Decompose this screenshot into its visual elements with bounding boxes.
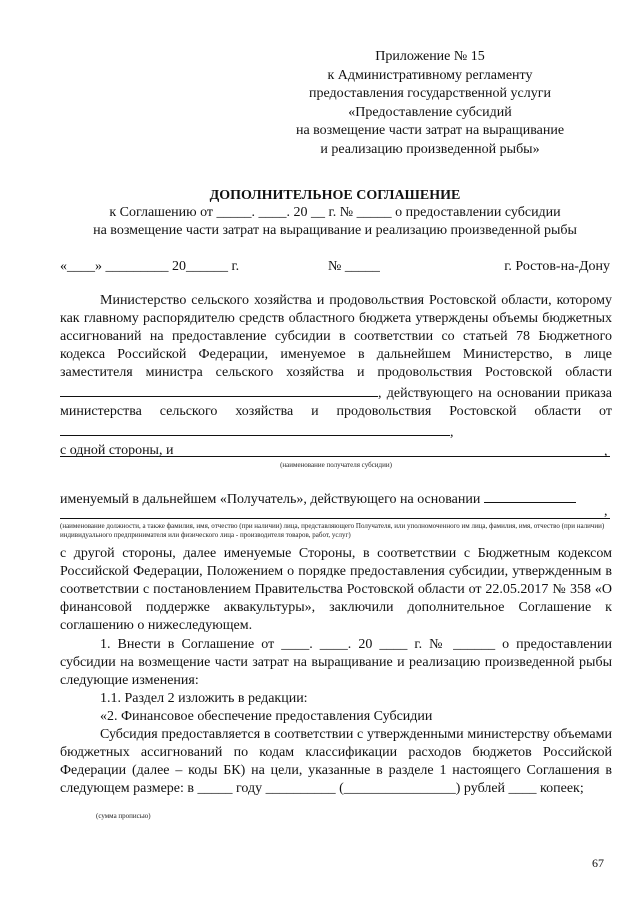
appendix-line: и реализацию произведенной рыбы» [320,141,540,157]
document-subtitle [60,204,610,240]
agreement-city: г. Ростов-на-Дону [504,259,610,274]
intro-acting-text: , действующего на основании приказа министерства сельского хозяйства и продовольствия Ростовской области от [60,386,612,419]
page-number: 67 [592,856,604,870]
agreement-date: «____» _________ 20______ г. [60,259,240,274]
order-date-blank [60,421,450,436]
appendix-line: «Предоставление субсидий [348,104,512,120]
first-party-text: с одной стороны, и [60,443,174,458]
document-page: Приложение № 15 к Административному регламенту предоставления государственной услуги «Предоставление субсидий на возмещение части затрат на выращивание и реализацию произведенной рыбы» ДОПОЛНИТЕЛЬНОЕ СОГЛАШЕНИЕ к Соглашению от _____. ____. 20 __ г. № _____ о предоставлении субсидии на возмещение части затрат на выращивание и реализацию произведенной рыбы «____» _________ 20______ г. № _____ г. Ростов-на-Дону Министерство сельского хозяйства и продовольствия Ростовской области, которому как главному распорядителю средств областного бюджета утверждены объемы бюджетных ассигнований на предоставление субсидии в соответствии со статьей 78 Бюджетного кодекса Российской Федерации, именуемое в дальнейшем Министерство, в лице заместителя министра сельского хозяйства и продовольствия Ростовской области , действующего на основании приказа министерства сельского хозяйства и продовольствия Ростовской области от , с одной стороны, и , (наименование получателя субсидии) именуемый в дальнейшем «Получатель», действующего на основании , (наименование должности, а также фамилия, имя, отчество (при наличии) лица, представляющего Получателя, или уполномоченного им лица, фамилия, имя, отчество (при наличии) индивидуального предпринимателя или физического лица - производителя товаров, работ, услуг) с другой стороны, далее именуемые Стороны, в соответствии с Бюджетным кодексом Российской Федерации, Положением о порядке предоставления субсидии, утвержденным в соответствии с постановлением Правительства Ростовской области от 22.05.2017 № 358 «О финансовой поддержке аквакультуры», заключили дополнительное Соглашение к соглашению о нижеследующем. 1. Внести в Соглашение от ____. ____. 20 ____ г. № ______ о предоставлении субсидии на возмещение части затрат на выращивание и реализацию произведенной рыбы следующие изменения: 1.1. Раздел 2 изложить в редакции: «2. Финансовое обеспечение предоставления Субсидии Субсидия предоставляется в соответствии с утвержденными министерству объемами бюджетных ассигнований по кодам классификации расходов бюджетов Российской Федерации (далее – коды БК) на цели, указанные в разделе 1 настоящего Соглашения в следующем размере: в _____ году __________ (________________) рублей ____ копеек; (сумма прописью) 67 [60,49,612,870]
recipient-details-line [60,518,610,519]
basis-blank [484,488,576,503]
section-2-text: Субсидия предоставляется в соответствии с утвержденными министерству объемами бюджетных ассигнований по кодам классификации расходов бюджетов Российской Федерации (далее – коды БК) на цели, указанные в разделе 1 настоящего Соглашения в следующем размере: в _____ году __________ (________________) рублей ____ копеек; [60,727,612,796]
intro-paragraph: Министерство сельского хозяйства и продовольствия Ростовской области, которому как главному распорядителю средств областного бюджета утверждены объемы бюджетных ассигнований на предоставление субсидии в соответствии со статьей 78 Бюджетного кодекса Российской Федерации, именуемое в дальнейшем Министерство, в лице заместителя министра сельского хозяйства и продовольствия Ростовской области , действующего на основании приказа министерства сельского хозяйства и продовольствия Ростовской области от , с одной стороны, и [60,293,612,458]
appendix-line: к Административному регламенту [327,67,533,83]
appendix-header [280,48,580,159]
recipient-details-note: (наименование должности, а также фамилия, имя, отчество (при наличии) лица, представляющего Получателя, или уполномоченного им лица, фамилия, имя, отчество (при наличии) индивидуального предпринимателя или физического лица - производителя товаров, работ, услуг) [60,522,605,539]
date-number-city-line [60,258,610,276]
item-1-1-paragraph: 1.1. Раздел 2 изложить в редакции: [100,691,308,706]
item-1-paragraph: 1. Внести в Соглашение от ____. ____. 20 ____ г. № ______ о предоставлении субсидии на возмещение части затрат на выращивание и реализацию произведенной рыбы следующие изменения: [60,637,612,688]
recipient-name-note: (наименование получателя субсидии) [280,461,392,469]
appendix-line: Приложение № 15 [375,49,485,64]
subtitle-line-1: к Соглашению от _____. ____. 20 __ г. № _____ о предоставлении субсидии [109,205,561,220]
recipient-name-line [60,456,610,457]
appendix-line: предоставления государственной услуги [309,86,551,101]
section-2-title: «2. Финансовое обеспечение предоставления Субсидии [100,709,433,724]
recipient-paragraph [60,488,612,509]
appendix-line: на возмещение части затрат на выращивание [295,123,565,138]
subtitle-line-2: на возмещение части затрат на выращивание и реализацию произведенной рыбы [93,223,577,238]
deputy-minister-blank [60,382,378,397]
second-party-paragraph: с другой стороны, далее именуемые Стороны, в соответствии с Бюджетным кодексом Российской Федерации, Положением о порядке предоставления субсидии, утвержденным в соответствии с постановлением Правительства Ростовской области от 22.05.2017 № 358 «О финансовой поддержке аквакультуры», заключили дополнительное Соглашение к соглашению о нижеследующем. [60,546,612,633]
document-title: ДОПОЛНИТЕЛЬНОЕ СОГЛАШЕНИЕ [209,188,461,203]
intro-text: Министерство сельского хозяйства и продовольствия Ростовской области, которому как главному распорядителю средств областного бюджета утверждены объемы бюджетных ассигнований на предоставление субсидии в соответствии со статьей 78 Бюджетного кодекса Российской Федерации, именуемое в дальнейшем Министерство, в лице заместителя министра сельского хозяйства и продовольствия Ростовской области [60,293,612,380]
sum-words-note: (сумма прописью) [96,812,151,820]
agreement-number: № _____ [328,259,380,274]
recipient-text: именуемый в дальнейшем «Получатель», действующего на основании [60,492,481,507]
